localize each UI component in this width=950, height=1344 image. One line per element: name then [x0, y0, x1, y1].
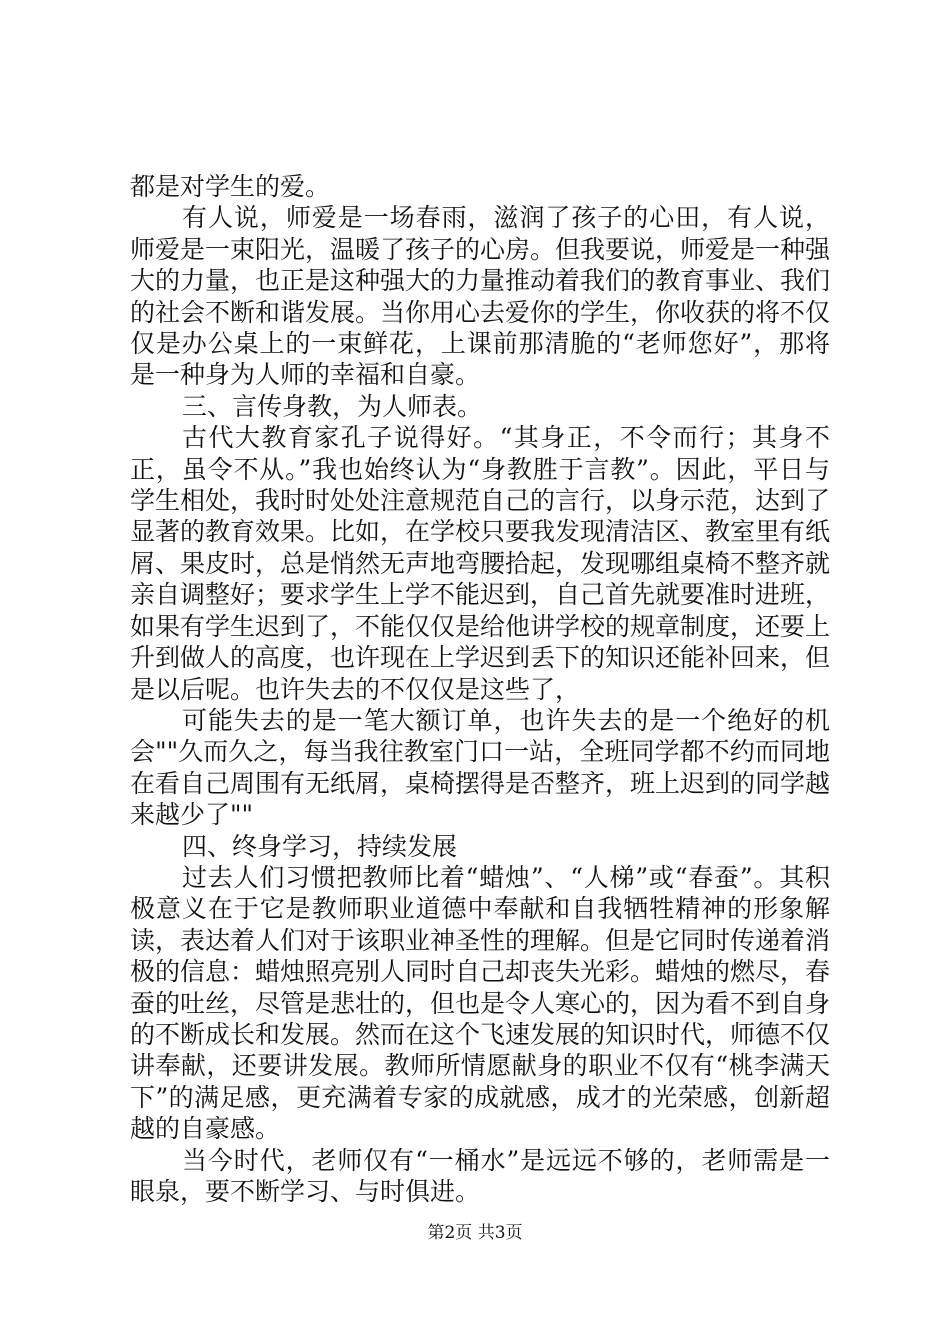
- body-paragraph: 有人说，师爱是一场春雨，滋润了孩子的心田，有人说，师爱是一束阳光，温暖了孩子的心房。但我要说，师爱是一种强大的力量，也正是这种强大的力量推动着我们的教育事业、我们的社会不断和谐发展。当你用心去爱你的学生，你收获的将不仅仅是办公桌上的一束鲜花，上课前那清脆的“老师您好”，那将是一种身为人师的幸福和自豪。: [130, 203, 831, 390]
- document-body: [130, 171, 830, 1207]
- body-paragraph: 当今时代，老师仅有“一桶水”是远远不够的，老师需是一眼泉，要不断学习、与时俱进。: [130, 1145, 830, 1206]
- page-footer: 第2页 共3页: [427, 1223, 523, 1243]
- body-paragraph: 三、言传身教，为人师表。: [182, 391, 483, 421]
- body-paragraph: 古代大教育家孔子说得好。“其身正，不令而行；其身不正，虽令不从。”我也始终认为“身教胜于言教”。因此，平日与学生相处，我时时处处注意规范自己的言行，以身示范，达到了显著的教育效果。比如，在学校只要我发现清洁区、教室里有纸屑、果皮时，总是悄然无声地弯腰拾起，发现哪组桌椅不整齐就亲自调整好；要求学生上学不能迟到，自己首先就要准时进班，如果有学生迟到了，不能仅仅是给他讲学校的规章制度，还要上升到做人的高度，也许现在上学迟到丢下的知识还能补回来，但是以后呢。也许失去的不仅仅是这些了，: [130, 423, 831, 704]
- body-paragraph: 四、终身学习，持续发展: [182, 831, 458, 861]
- body-paragraph: 过去人们习惯把教师比着“蜡烛”、“人梯”或“春蚕”。其积极意义在于它是教师职业道德中奉献和自我牺牲精神的形象解读，表达着人们对于该职业神圣性的理解。但是它同时传递着消极的信息：蜡烛照亮别人同时自己却丧失光彩。蜡烛的燃尽，春蚕的吐丝，尽管是悲壮的，但也是令人寒心的，因为看不到自身的不断成长和发展。然而在这个飞速发展的知识时代，师德不仅讲奉献，还要讲发展。教师所情愿献身的职业不仅有“桃李满天下”的满足感，更充满着专家的成就感，成才的光荣感，创新超越的自豪感。: [130, 862, 831, 1144]
- body-paragraph: 可能失去的是一笔大额订单，也许失去的是一个绝好的机会""久而久之，每当我往教室门口一站，全班同学都不约而同地在看自己周围有无纸屑，桌椅摆得是否整齐，班上迟到的同学越来越少了"": [130, 705, 831, 830]
- body-paragraph: 都是对学生的爱。: [130, 172, 331, 201]
